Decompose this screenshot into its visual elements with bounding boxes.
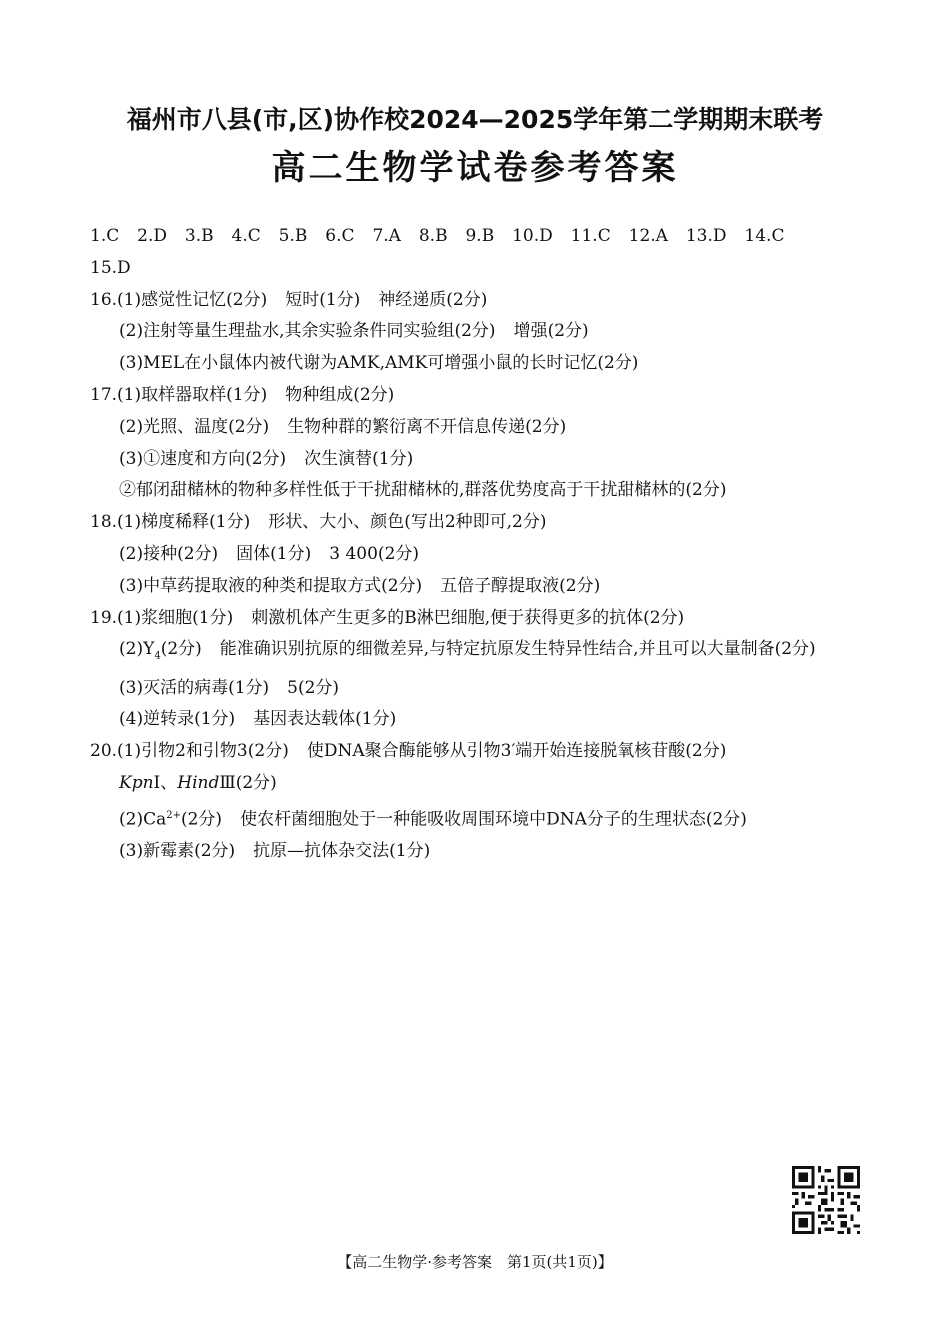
mc-answer: 10.D xyxy=(512,226,553,246)
q19-part1 xyxy=(90,603,870,635)
mc-answer: 7.A xyxy=(372,226,401,246)
q16-part1 xyxy=(90,285,870,317)
superscript: 2+ xyxy=(166,809,181,821)
mc-answer: 14.C xyxy=(744,226,785,246)
answer-text: 使农杆菌细胞处于一种能吸收周围环境中DNA分子的生理状态(2分) xyxy=(240,809,747,830)
answer-text: 19.(1)浆细胞(1分) xyxy=(90,607,234,628)
enzyme-name: Hind xyxy=(177,772,220,793)
answer-text: (2分) xyxy=(180,809,223,830)
mc-answer: 9.B xyxy=(465,226,495,246)
mc-answer: 4.C xyxy=(231,226,261,246)
q16-part2 xyxy=(90,316,870,348)
subscript: 4 xyxy=(154,650,161,662)
enzyme-name: Kpn xyxy=(119,772,154,793)
answer-text: 使DNA聚合酶能够从引物3′端开始连接脱氧核苷酸(2分) xyxy=(306,741,727,762)
q19-part3 xyxy=(90,673,870,705)
answer-text: 3 400(2分) xyxy=(329,543,420,564)
q20-part2 xyxy=(90,800,870,836)
answer-text: 短时(1分) xyxy=(285,289,361,310)
q17-part2 xyxy=(90,412,870,444)
answer-text: 基因表达载体(1分) xyxy=(253,709,397,730)
mc-answer: 3.B xyxy=(184,226,214,246)
answer-text: 生物种群的繁衍离不开信息传递(2分) xyxy=(287,416,567,437)
exam-title-line1: 福州市八县(市,区)协作校2024—2025学年第二学期期末联考 xyxy=(126,105,824,134)
answer-text: (2)注射等量生理盐水,其余实验条件同实验组(2分) xyxy=(119,321,496,342)
q18-part3 xyxy=(90,571,870,603)
mc-answers-row xyxy=(90,221,870,253)
answer-text: (3)中草药提取液的种类和提取方式(2分) xyxy=(119,575,423,596)
mc-answer: 13.D xyxy=(685,226,727,246)
answer-text: Ⅲ(2分) xyxy=(219,772,277,793)
answer-text: 能准确识别抗原的细微差异,与特定抗原发生特异性结合,并且可以大量制备(2分) xyxy=(219,639,816,660)
answer-text: (3)新霉素(2分) xyxy=(119,841,236,862)
q16-part3: (3)MEL在小鼠体内被代谢为AMK,AMK可增强小鼠的长时记忆(2分) xyxy=(119,353,639,374)
answer-text: 20.(1)引物2和引物3(2分) xyxy=(90,741,289,762)
answer-text: 增强(2分) xyxy=(513,321,589,342)
answer-text: (3)灭活的病毒(1分) xyxy=(119,677,270,698)
mc-answer: 8.B xyxy=(418,226,448,246)
answer-content xyxy=(90,221,870,868)
answer-text: 16.(1)感觉性记忆(2分) xyxy=(90,289,268,310)
answer-text: (2)Ca xyxy=(119,809,167,830)
mc-answer: 5.B xyxy=(278,226,308,246)
answer-text: 次生演替(1分) xyxy=(304,448,414,469)
mc-answer: 11.C xyxy=(570,226,611,246)
answer-text: 5(2分) xyxy=(287,677,340,698)
answer-text: (4)逆转录(1分) xyxy=(119,709,236,730)
mc-answer: 12.A xyxy=(628,226,668,246)
answer-text: 抗原—抗体杂交法(1分) xyxy=(253,841,431,862)
q20-part3 xyxy=(90,836,870,868)
answer-text: (3)①速度和方向(2分) xyxy=(119,448,287,469)
mc-answer: 6.C xyxy=(325,226,355,246)
answer-text: 五倍子醇提取液(2分) xyxy=(440,575,601,596)
exam-title-line2: 高二生物学试卷参考答案 xyxy=(271,148,679,188)
answer-text: 18.(1)梯度稀释(1分) xyxy=(90,512,251,533)
qr-code-icon xyxy=(792,1166,860,1234)
q20-part1 xyxy=(90,736,870,768)
q19-part4 xyxy=(90,704,870,736)
answer-text: (2)光照、温度(2分) xyxy=(119,416,270,437)
q20-part1-enzymes xyxy=(90,768,870,800)
answer-text: 固体(1分) xyxy=(236,543,312,564)
q19-part2 xyxy=(90,634,870,672)
answer-text: 17.(1)取样器取样(1分) xyxy=(90,384,268,405)
answer-text: Ⅰ、 xyxy=(153,772,178,793)
page-footer: 【高二生物学·参考答案 第1页(共1页)】 xyxy=(337,1253,613,1271)
answer-text: 形状、大小、颜色(写出2种即可,2分) xyxy=(268,512,547,533)
q18-part2 xyxy=(90,539,870,571)
answer-text: 刺激机体产生更多的B淋巴细胞,便于获得更多的抗体(2分) xyxy=(251,607,685,628)
answer-text: (2)接种(2分) xyxy=(119,543,219,564)
answer-text: 神经递质(2分) xyxy=(378,289,488,310)
mc-answer: 1.C xyxy=(90,226,120,246)
answer-text: 物种组成(2分) xyxy=(285,384,395,405)
mc-answer-15: 15.D xyxy=(90,257,131,278)
q18-part1 xyxy=(90,507,870,539)
mc-answer: 2.D xyxy=(137,226,167,246)
answer-text: (2分) xyxy=(160,639,202,660)
answer-text: (2)Y xyxy=(119,639,155,660)
q17-part3 xyxy=(90,444,870,476)
q17-part1 xyxy=(90,380,870,412)
q17-part3-2: ②郁闭甜槠林的物种多样性低于干扰甜槠林的,群落优势度高于干扰甜槠林的(2分) xyxy=(119,480,727,501)
